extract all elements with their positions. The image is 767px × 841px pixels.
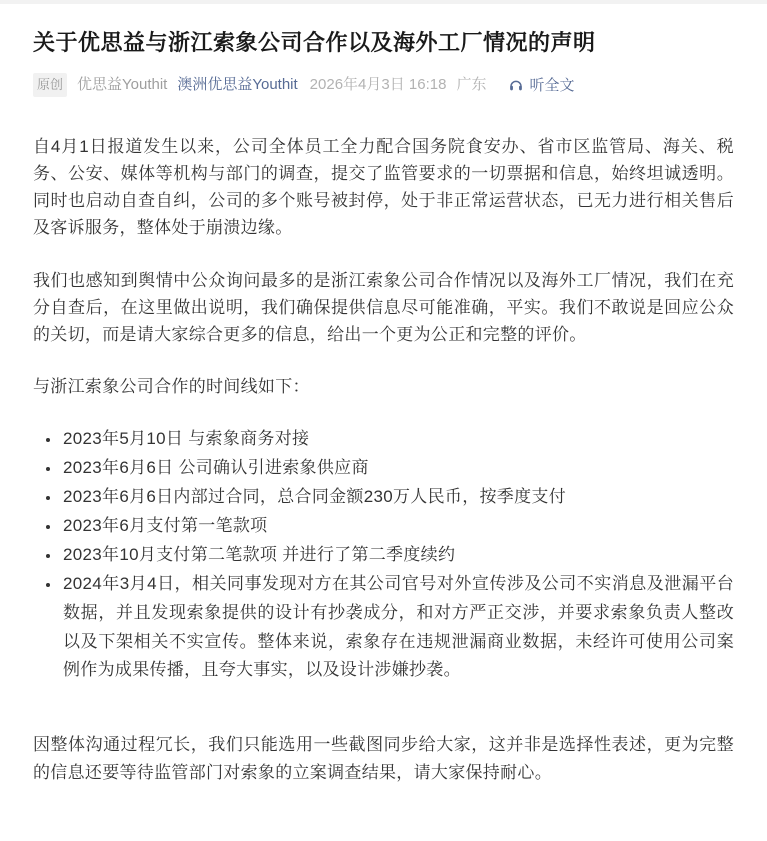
original-badge: 原创: [33, 73, 67, 97]
article-meta: [33, 73, 734, 97]
timeline-item: • 2024年3月4日，相关同事发现对方在其公司官号对外宣传涉及公司不实消息及泄漏平台数据，并且发现索象提供的设计有抄袭成分，和对方严正交涉，并要求索象负责人整改以及下架相关不实宣传。整体来说，索象存在违规泄漏商业数据，未经许可使用公司案例作为成果传播，且夸大事实，以及设计涉嫌抄袭。: [61, 570, 734, 686]
timeline-item: • 2023年6月支付第一笔款项: [61, 512, 734, 541]
author-name: 优思益Youthit: [77, 75, 168, 93]
timeline-item: • 2023年6月6日 公司确认引进索象供应商: [61, 454, 734, 483]
paragraph-timeline-intro: 与浙江索象公司合作的时间线如下：: [33, 377, 310, 397]
publish-location: 广东: [456, 75, 487, 93]
timeline-item: • 2023年6月6日内部过合同，总合同金额230万人民币，按季度支付: [61, 483, 734, 512]
page-title: 关于优思益与浙江索象公司合作以及海外工厂情况的声明: [33, 30, 596, 55]
article-content: [0, 4, 767, 841]
account-link[interactable]: 澳洲优思益Youthit: [177, 75, 298, 93]
timeline-list: [33, 425, 734, 685]
publish-date: 2026年4月3日 16:18: [309, 75, 447, 93]
timeline-item: • 2023年10月支付第二笔款项 并进行了第二季度续约: [61, 541, 734, 570]
article-body: [33, 133, 734, 786]
paragraph-public-concern: 我们也感知到舆情中公众询问最多的是浙江索象公司合作情况以及海外工厂情况，我们在充分自查后，在这里做出说明，我们确保提供信息尽可能准确，平实。我们不敢说是回应公众的关切，而是请大家综合更多的信息，给出一个更为公正和完整的评价。: [33, 270, 734, 344]
headphone-icon: [508, 77, 524, 93]
listen-full-text-label: 听全文: [529, 77, 575, 95]
paragraph-closing: 因整体沟通过程冗长，我们只能选用一些截图同步给大家，这并非是选择性表述，更为完整的信息还要等待监管部门对索象的立案调查结果，请大家保持耐心。: [33, 735, 734, 782]
timeline-item: • 2023年5月10日 与索象商务对接: [61, 425, 734, 454]
paragraph-investigation: 自4月1日报道发生以来，公司全体员工全力配合国务院食安办、省市区监管局、海关、税务、公安、媒体等机构与部门的调查，提交了监管要求的一切票据和信息，始终坦诚透明。同时也启动自查自纠，公司的多个账号被封停，处于非正常运营状态，已无力进行相关售后及客诉服务，整体处于崩溃边缘。: [33, 136, 734, 238]
listen-full-text-button[interactable]: [508, 74, 574, 95]
